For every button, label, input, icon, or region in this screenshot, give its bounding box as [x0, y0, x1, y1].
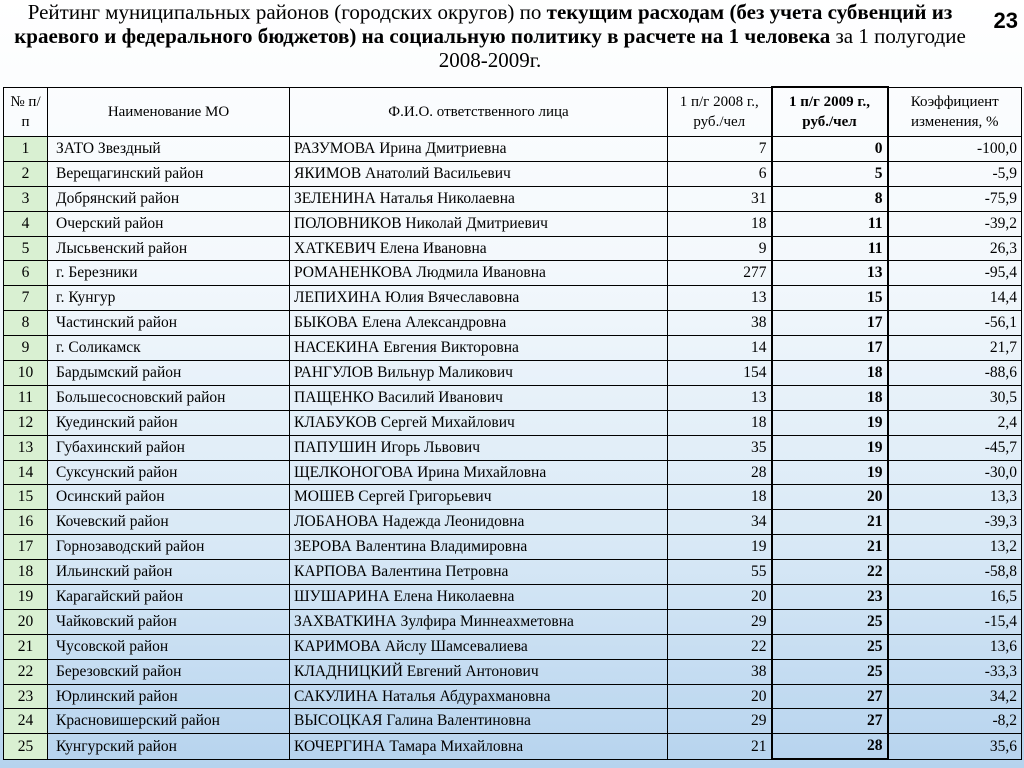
row-number: 1	[4, 137, 48, 162]
table-row	[4, 535, 1022, 560]
table-row	[4, 186, 1022, 211]
row-value-2009: 28	[772, 734, 888, 759]
row-value-2009: 27	[772, 709, 888, 734]
row-coefficient: -100,0	[888, 137, 1022, 162]
row-number: 25	[4, 734, 48, 759]
row-coefficient: 16,5	[888, 585, 1022, 610]
row-person: ВЫСОЦКАЯ Галина Валентиновна	[290, 709, 668, 734]
row-value-2008: 277	[668, 261, 772, 286]
row-number: 9	[4, 336, 48, 361]
table-row	[4, 684, 1022, 709]
table-row	[4, 634, 1022, 659]
header-2008: 1 п/г 2008 г., руб./чел	[668, 87, 772, 137]
row-mo-name: Ильинский район	[48, 560, 290, 585]
header-2009: 1 п/г 2009 г., руб./чел	[772, 87, 888, 137]
header-coef: Коэффициент изменения, %	[888, 87, 1022, 137]
table-row	[4, 659, 1022, 684]
table-row	[4, 460, 1022, 485]
row-person: ЗЕЛЕНИНА Наталья Николаевна	[290, 186, 668, 211]
title-part-3: за 1 полугодие 2008-2009г.	[438, 24, 966, 72]
row-mo-name: Суксунский район	[48, 460, 290, 485]
row-value-2009: 0	[772, 137, 888, 162]
row-value-2008: 13	[668, 286, 772, 311]
row-value-2008: 20	[668, 585, 772, 610]
row-number: 18	[4, 560, 48, 585]
row-mo-name: Бардымский район	[48, 361, 290, 386]
title-part-1: Рейтинг муниципальных районов (городских округов) по	[27, 0, 547, 24]
table-row	[4, 336, 1022, 361]
row-number: 22	[4, 659, 48, 684]
row-mo-name: Кочевский район	[48, 510, 290, 535]
row-number: 15	[4, 485, 48, 510]
row-person: ЗЕРОВА Валентина Владимировна	[290, 535, 668, 560]
row-mo-name: Большесосновский район	[48, 385, 290, 410]
title-part-bold: текущим расходам (без учета субвенций из краевого и федерального бюджетов) на социальную политику в расчете на 1 человека	[14, 0, 953, 48]
row-coefficient: 2,4	[888, 410, 1022, 435]
row-coefficient: -15,4	[888, 609, 1022, 634]
row-value-2009: 17	[772, 336, 888, 361]
row-person: ЩЕЛКОНОГОВА Ирина Михайловна	[290, 460, 668, 485]
row-person: МОШЕВ Сергей Григорьевич	[290, 485, 668, 510]
row-number: 10	[4, 361, 48, 386]
row-mo-name: Кунгурский район	[48, 734, 290, 759]
row-person: ЯКИМОВ Анатолий Васильевич	[290, 161, 668, 186]
table-row	[4, 385, 1022, 410]
row-mo-name: Чусовской район	[48, 634, 290, 659]
row-coefficient: -39,3	[888, 510, 1022, 535]
row-mo-name: Частинский район	[48, 311, 290, 336]
row-number: 16	[4, 510, 48, 535]
row-number: 4	[4, 211, 48, 236]
row-coefficient: -33,3	[888, 659, 1022, 684]
table-row	[4, 734, 1022, 759]
row-person: КАРИМОВА Айслу Шамсевалиева	[290, 634, 668, 659]
row-value-2009: 25	[772, 609, 888, 634]
row-value-2008: 9	[668, 236, 772, 261]
row-value-2008: 18	[668, 410, 772, 435]
row-coefficient: -39,2	[888, 211, 1022, 236]
row-value-2009: 18	[772, 361, 888, 386]
row-value-2008: 35	[668, 435, 772, 460]
row-number: 12	[4, 410, 48, 435]
row-number: 13	[4, 435, 48, 460]
row-person: КАРПОВА Валентина Петровна	[290, 560, 668, 585]
table-row	[4, 137, 1022, 162]
row-value-2009: 5	[772, 161, 888, 186]
row-coefficient: -30,0	[888, 460, 1022, 485]
header-num: № п/п	[4, 87, 48, 137]
row-coefficient: 30,5	[888, 385, 1022, 410]
row-coefficient: 34,2	[888, 684, 1022, 709]
row-value-2009: 19	[772, 460, 888, 485]
row-mo-name: Добрянский район	[48, 186, 290, 211]
row-mo-name: Верещагинский район	[48, 161, 290, 186]
row-value-2008: 34	[668, 510, 772, 535]
table-row	[4, 609, 1022, 634]
row-number: 20	[4, 609, 48, 634]
row-person: РАНГУЛОВ Вильнур Маликович	[290, 361, 668, 386]
row-value-2008: 31	[668, 186, 772, 211]
row-value-2009: 22	[772, 560, 888, 585]
table-row	[4, 435, 1022, 460]
row-person: КОЧЕРГИНА Тамара Михайловна	[290, 734, 668, 759]
row-number: 11	[4, 385, 48, 410]
row-mo-name: ЗАТО Звездный	[48, 137, 290, 162]
row-person: ПАПУШИН Игорь Львович	[290, 435, 668, 460]
row-person: САКУЛИНА Наталья Абдурахмановна	[290, 684, 668, 709]
page-number: 23	[993, 8, 1018, 33]
row-value-2009: 19	[772, 410, 888, 435]
row-value-2009: 23	[772, 585, 888, 610]
row-value-2008: 29	[668, 709, 772, 734]
table-header-row	[4, 87, 1022, 137]
row-coefficient: -88,6	[888, 361, 1022, 386]
row-person: КЛАБУКОВ Сергей Михайлович	[290, 410, 668, 435]
row-value-2008: 28	[668, 460, 772, 485]
row-person: КЛАДНИЦКИЙ Евгений Антонович	[290, 659, 668, 684]
row-coefficient: 13,6	[888, 634, 1022, 659]
row-value-2009: 27	[772, 684, 888, 709]
table-row	[4, 585, 1022, 610]
header-person: Ф.И.О. ответственного лица	[290, 87, 668, 137]
row-person: РОМАНЕНКОВА Людмила Ивановна	[290, 261, 668, 286]
row-mo-name: Горнозаводский район	[48, 535, 290, 560]
row-mo-name: Губахинский район	[48, 435, 290, 460]
row-value-2008: 154	[668, 361, 772, 386]
row-mo-name: Очерский район	[48, 211, 290, 236]
row-number: 19	[4, 585, 48, 610]
table-row	[4, 286, 1022, 311]
row-value-2009: 11	[772, 211, 888, 236]
row-value-2008: 38	[668, 659, 772, 684]
row-person: ШУШАРИНА Елена Николаевна	[290, 585, 668, 610]
row-value-2009: 15	[772, 286, 888, 311]
row-value-2009: 25	[772, 659, 888, 684]
row-person: БЫКОВА Елена Александровна	[290, 311, 668, 336]
row-value-2008: 7	[668, 137, 772, 162]
row-value-2009: 19	[772, 435, 888, 460]
row-coefficient: -95,4	[888, 261, 1022, 286]
row-mo-name: г. Кунгур	[48, 286, 290, 311]
row-person: ЗАХВАТКИНА Зулфира Миннеахметовна	[290, 609, 668, 634]
row-person: ЛЕПИХИНА Юлия Вячеславовна	[290, 286, 668, 311]
row-coefficient: -56,1	[888, 311, 1022, 336]
row-number: 6	[4, 261, 48, 286]
row-value-2009: 11	[772, 236, 888, 261]
row-value-2008: 55	[668, 560, 772, 585]
row-coefficient: 14,4	[888, 286, 1022, 311]
row-number: 2	[4, 161, 48, 186]
row-mo-name: Лысьвенский район	[48, 236, 290, 261]
row-coefficient: 13,3	[888, 485, 1022, 510]
row-coefficient: -45,7	[888, 435, 1022, 460]
row-value-2008: 18	[668, 211, 772, 236]
row-value-2009: 8	[772, 186, 888, 211]
row-value-2009: 21	[772, 535, 888, 560]
row-value-2008: 18	[668, 485, 772, 510]
row-number: 8	[4, 311, 48, 336]
row-value-2008: 13	[668, 385, 772, 410]
page-title	[0, 0, 980, 72]
table-row	[4, 410, 1022, 435]
row-number: 24	[4, 709, 48, 734]
table-row	[4, 510, 1022, 535]
row-mo-name: Красновишерский район	[48, 709, 290, 734]
row-number: 3	[4, 186, 48, 211]
row-value-2009: 13	[772, 261, 888, 286]
table-row	[4, 261, 1022, 286]
row-value-2008: 22	[668, 634, 772, 659]
row-value-2009: 20	[772, 485, 888, 510]
row-value-2008: 6	[668, 161, 772, 186]
row-number: 21	[4, 634, 48, 659]
row-value-2009: 25	[772, 634, 888, 659]
row-person: ЛОБАНОВА Надежда Леонидовна	[290, 510, 668, 535]
header-name: Наименование МО	[48, 87, 290, 137]
table-row	[4, 485, 1022, 510]
row-coefficient: 13,2	[888, 535, 1022, 560]
row-person: ПАЩЕНКО Василий Иванович	[290, 385, 668, 410]
row-coefficient: -75,9	[888, 186, 1022, 211]
row-person: РАЗУМОВА Ирина Дмитриевна	[290, 137, 668, 162]
row-mo-name: г. Березники	[48, 261, 290, 286]
row-number: 14	[4, 460, 48, 485]
row-coefficient: 26,3	[888, 236, 1022, 261]
row-value-2009: 21	[772, 510, 888, 535]
row-person: НАСЕКИНА Евгения Викторовна	[290, 336, 668, 361]
row-mo-name: Березовский район	[48, 659, 290, 684]
row-number: 5	[4, 236, 48, 261]
row-coefficient: 21,7	[888, 336, 1022, 361]
row-coefficient: 35,6	[888, 734, 1022, 759]
row-person: ПОЛОВНИКОВ Николай Дмитриевич	[290, 211, 668, 236]
row-value-2008: 19	[668, 535, 772, 560]
row-number: 7	[4, 286, 48, 311]
row-value-2008: 21	[668, 734, 772, 759]
row-mo-name: Куединский район	[48, 410, 290, 435]
table-row	[4, 311, 1022, 336]
table-row	[4, 709, 1022, 734]
row-mo-name: Чайковский район	[48, 609, 290, 634]
table-row	[4, 361, 1022, 386]
rating-table	[3, 86, 1022, 760]
table-row	[4, 560, 1022, 585]
row-value-2009: 17	[772, 311, 888, 336]
row-coefficient: -58,8	[888, 560, 1022, 585]
row-coefficient: -8,2	[888, 709, 1022, 734]
row-mo-name: г. Соликамск	[48, 336, 290, 361]
row-value-2009: 18	[772, 385, 888, 410]
row-mo-name: Карагайский район	[48, 585, 290, 610]
row-value-2008: 20	[668, 684, 772, 709]
row-value-2008: 38	[668, 311, 772, 336]
table-row	[4, 161, 1022, 186]
row-number: 23	[4, 684, 48, 709]
row-mo-name: Осинский район	[48, 485, 290, 510]
row-coefficient: -5,9	[888, 161, 1022, 186]
row-value-2008: 14	[668, 336, 772, 361]
row-mo-name: Юрлинский район	[48, 684, 290, 709]
table-row	[4, 236, 1022, 261]
table-row	[4, 211, 1022, 236]
row-person: ХАТКЕВИЧ Елена Ивановна	[290, 236, 668, 261]
row-number: 17	[4, 535, 48, 560]
row-value-2008: 29	[668, 609, 772, 634]
